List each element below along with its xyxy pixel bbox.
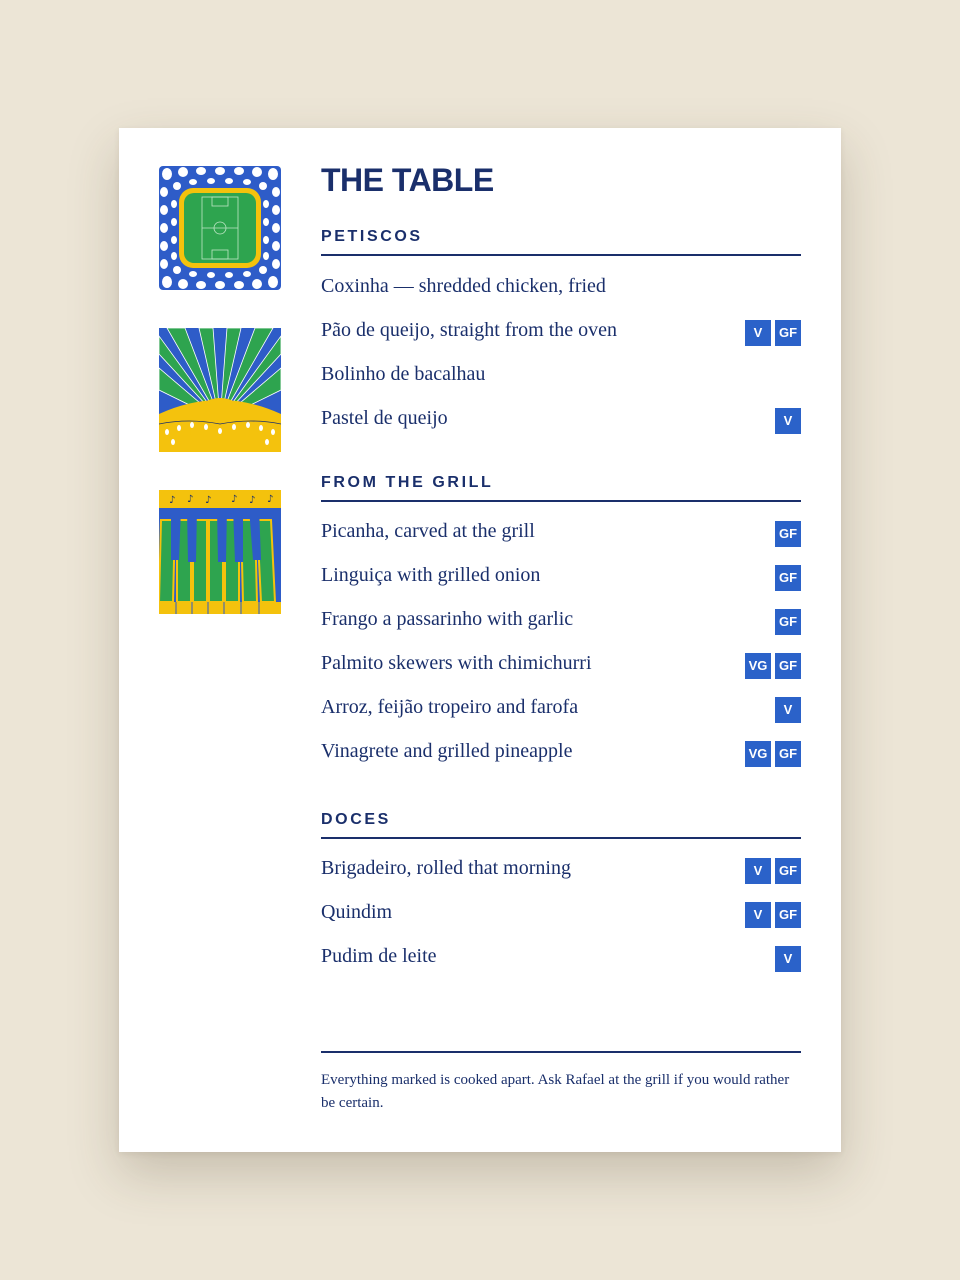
menu-item [321,600,801,644]
menu-item [321,688,801,732]
dietary-tag-badge: GF [775,741,801,767]
dietary-tags [745,653,801,679]
dietary-tags [745,741,801,767]
menu-card [119,128,841,1152]
sunrise-palm-icon [159,328,281,452]
section-heading: DOCES [321,807,801,839]
svg-text:♪: ♪ [267,494,274,505]
menu-item [321,937,801,981]
menu-item [321,893,801,937]
svg-text:♪: ♪ [231,494,238,505]
dietary-tag-badge: GF [775,609,801,635]
section-petiscos [321,224,801,443]
dietary-tag-badge: GF [775,902,801,928]
dietary-tag-badge: GF [775,858,801,884]
svg-text:♪: ♪ [187,494,194,505]
menu-item-name: Linguiça with grilled onion [321,563,541,586]
menu-item [321,399,801,443]
dietary-tags [775,565,801,591]
dietary-tag-badge: GF [775,320,801,346]
svg-text:♪: ♪ [249,495,256,506]
menu-item [321,355,801,399]
dietary-tags [745,320,801,346]
menu-item [321,556,801,600]
menu-item [321,644,801,688]
football-pitch-icon [159,166,281,290]
menu-item-name: Bolinho de bacalhau [321,362,486,385]
section-heading: FROM THE GRILL [321,470,801,502]
dietary-tag-badge: V [745,858,771,884]
menu-item-name: Pastel de queijo [321,406,448,429]
footer-note: Everything marked is cooked apart. Ask Rafael at the grill if you would rather be certain. [321,1072,790,1111]
footer-divider [321,1051,801,1053]
menu-item-name: Frango a passarinho with garlic [321,607,574,630]
dietary-tag-badge: VG [745,653,771,679]
menu-item [321,311,801,355]
section-items [321,502,801,776]
dietary-tag-badge: GF [775,653,801,679]
dietary-tag-badge: VG [745,741,771,767]
dietary-tag-badge: V [775,946,801,972]
menu-item-name: Vinagrete and grilled pineapple [321,739,573,762]
section-heading: PETISCOS [321,224,801,256]
section-from-the-grill [321,470,801,776]
section-items [321,839,801,981]
section-items [321,256,801,443]
dietary-tags [775,946,801,972]
piano-keys-icon [159,490,281,614]
dietary-tag-badge: V [745,320,771,346]
menu-item-name: Arroz, feijão tropeiro and farofa [321,695,579,718]
dietary-tag-badge: V [775,697,801,723]
menu-item [321,267,801,311]
section-doces [321,807,801,981]
dietary-tags [775,408,801,434]
menu-item [321,849,801,893]
dietary-tags [775,521,801,547]
menu-item-name: Pudim de leite [321,944,437,967]
dietary-tags [775,697,801,723]
menu-item-name: Palmito skewers with chimichurri [321,651,592,674]
dietary-tags [745,858,801,884]
dietary-tags [775,609,801,635]
dietary-tag-badge: V [745,902,771,928]
dietary-tag-badge: GF [775,521,801,547]
menu-item-name: Brigadeiro, rolled that morning [321,856,571,879]
dietary-tag-badge: V [775,408,801,434]
dietary-tags [745,902,801,928]
menu-title: THE TABLE [321,162,494,198]
menu-item-name: Coxinha — shredded chicken, fried [321,274,606,297]
svg-text:♪: ♪ [205,495,212,506]
menu-item [321,732,801,776]
menu-item-name: Quindim [321,900,393,923]
dietary-tag-badge: GF [775,565,801,591]
menu-item-name: Pão de queijo, straight from the oven [321,318,618,341]
menu-item [321,512,801,556]
menu-item-name: Picanha, carved at the grill [321,519,535,542]
svg-text:♪: ♪ [169,495,176,506]
